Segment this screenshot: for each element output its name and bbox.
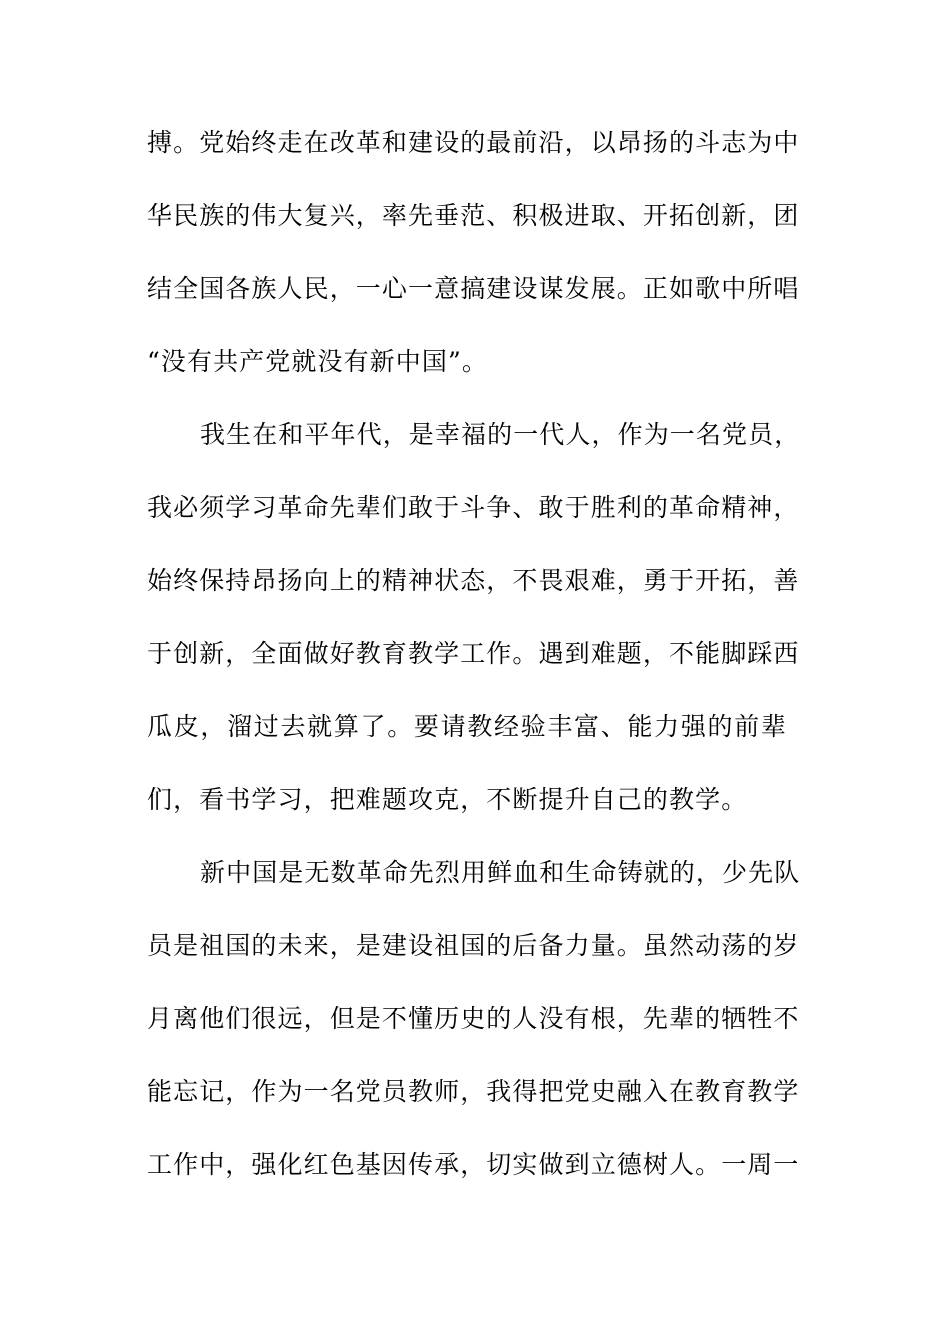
text-line: 结全国各族人民，一心一意搞建设谋发展。正如歌中所唱 [147, 274, 800, 303]
text-line: 能忘记，作为一名党员教师，我得把党史融入在教育教学 [147, 1077, 800, 1106]
text-line: 员是祖国的未来，是建设祖国的后备力量。虽然动荡的岁 [147, 931, 800, 960]
text-line: 我必须学习革命先辈们敢于斗争、敢于胜利的革命精神， [147, 493, 800, 522]
text-line: 华民族的伟大复兴，率先垂范、积极进取、开拓创新，团 [147, 201, 800, 230]
text-line: 于创新，全面做好教育教学工作。遇到难题，不能脚踩西 [147, 639, 800, 668]
document-body [147, 128, 801, 1225]
text-line: “没有共产党就没有新中国”。 [147, 347, 488, 376]
text-line: 工作中，强化红色基因传承，切实做到立德树人。一周一 [147, 1150, 800, 1179]
text-line: 们，看书学习，把难题攻克，不断提升自己的教学。 [147, 785, 748, 814]
text-line: 始终保持昂扬向上的精神状态，不畏艰难，勇于开拓，善 [147, 566, 800, 595]
text-line: 瓜皮，溜过去就算了。要请教经验丰富、能力强的前辈 [147, 712, 787, 741]
text-line: 月离他们很远，但是不懂历史的人没有根，先辈的牺牲不 [147, 1004, 800, 1033]
text-line: 我生在和平年代，是幸福的一代人，作为一名党员， [200, 420, 801, 449]
text-line: 搏。党始终走在改革和建设的最前沿，以昂扬的斗志为中 [147, 128, 800, 157]
text-line: 新中国是无数革命先烈用鲜血和生命铸就的，少先队 [200, 858, 801, 887]
